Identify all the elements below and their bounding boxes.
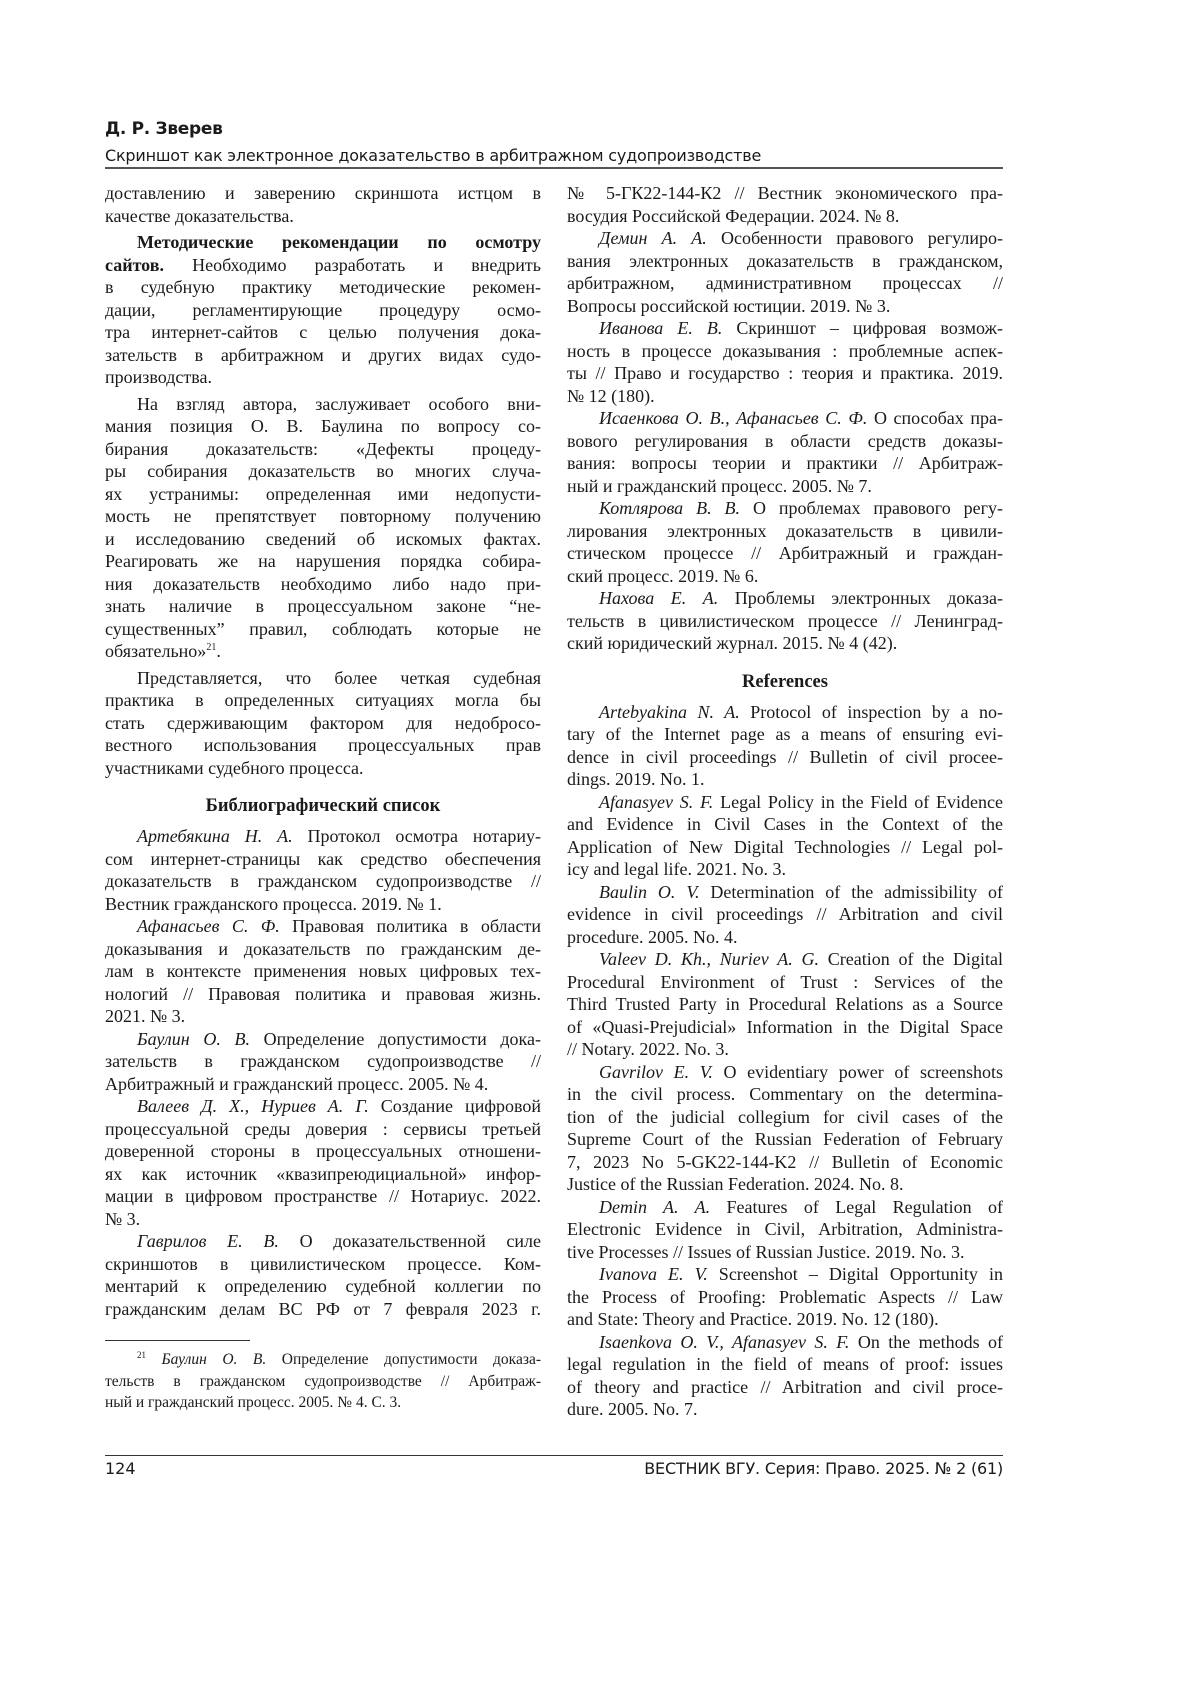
author-names: Isaenkova O. V., Afanasyev S. F. <box>599 1332 849 1352</box>
text-line: ный и гражданский процесс. 2005. № 7. <box>567 475 1003 498</box>
text-line: восудия Российской Федерации. 2024. № 8. <box>567 205 1003 228</box>
text-line: вания: вопросы теории и практики // Арбитраж- <box>567 452 1003 475</box>
journal-citation: ВЕСТНИК ВГУ. Серия: Право. 2025. № 2 (61) <box>644 1459 1003 1478</box>
text-line: мации в цифровом пространстве // Нотариус. 2022. <box>105 1185 541 1208</box>
footnote-divider <box>105 1340 250 1341</box>
text-line: № 12 (180). <box>567 385 1003 408</box>
author-names: Баулин О. В. <box>137 1029 250 1049</box>
text-line: дации, регламентирующие процедуру осмо- <box>105 299 541 322</box>
line-text: O evidentiary power of screenshots <box>713 1062 1003 1082</box>
text-line <box>105 825 541 848</box>
text-line: лирования электронных доказательств в цивили- <box>567 520 1003 543</box>
text-line: Procedural Environment of Trust : Services of the <box>567 971 1003 994</box>
body-text <box>105 182 541 779</box>
footnote-marker: 21 <box>137 1350 146 1360</box>
reference-entry <box>567 1331 1003 1421</box>
text-line: dence in civil proceedings // Bulletin of civil procee- <box>567 746 1003 769</box>
reference-entry <box>105 1349 541 1414</box>
text-line: зательств в арбитражном и других видах судо- <box>105 344 541 367</box>
author-names: Артебякина Н. А. <box>137 826 293 846</box>
paragraph <box>105 393 541 663</box>
author-names: Valeev D. Kh., Nuriev A. G. <box>599 949 819 969</box>
text-line: участниками судебного процесса. <box>105 757 541 780</box>
text-line: доверенной стороны в процессуальных отношени- <box>105 1140 541 1163</box>
footer-divider <box>105 1455 1003 1456</box>
text-line: доказывания и доказательств по гражданским де- <box>105 938 541 961</box>
text-line: and State: Theory and Practice. 2019. No. 12 (180). <box>567 1308 1003 1331</box>
text-line: procedure. 2005. No. 4. <box>567 926 1003 949</box>
text-line: знать наличие в процессуальном законе “не- <box>105 595 541 618</box>
text-line: Application of New Digital Technologies // Legal pol- <box>567 836 1003 859</box>
text-line: of theory and practice // Arbitration and civil proce- <box>567 1376 1003 1399</box>
line-text: Определение допустимости доказа- <box>266 1351 541 1368</box>
bibliography-heading: Библиографический список <box>105 795 541 817</box>
line-text: Особенности правового регулиро- <box>707 228 1003 248</box>
text-line: производства. <box>105 366 541 389</box>
line-text: On the methods of <box>849 1332 1003 1352</box>
line-text: О способах пра- <box>867 408 1003 428</box>
line-text: О проблемах правового регу- <box>740 498 1003 518</box>
text-line: of «Quasi-Prejudicial» Information in the Digital Space <box>567 1016 1003 1039</box>
reference-entry <box>105 1028 541 1096</box>
text-line: icy and legal life. 2021. No. 3. <box>567 858 1003 881</box>
text-line <box>567 1263 1003 1286</box>
text-line: // Notary. 2022. No. 3. <box>567 1038 1003 1061</box>
author-names: Иванова Е. В. <box>599 318 722 338</box>
author-names: Гаврилов Е. В. <box>137 1231 279 1251</box>
reference-entry <box>567 317 1003 407</box>
references-heading: References <box>567 671 1003 693</box>
text-line <box>567 791 1003 814</box>
author-names: Афанасьев С. Ф. <box>137 916 280 936</box>
text-line: бирания доказательств: «Дефекты процеду- <box>105 438 541 461</box>
running-header-title: Скриншот как электронное доказательство в арбитражном судопроизводстве <box>105 146 761 165</box>
bibliography-list-continued <box>567 182 1003 655</box>
text-line: ния доказательств необходимо либо надо при- <box>105 573 541 596</box>
reference-entry <box>105 915 541 1028</box>
author-names: Baulin O. V. <box>599 882 700 902</box>
line-text: Screenshot – Digital Opportunity in <box>708 1264 1003 1284</box>
text-line: На взгляд автора, заслуживает особого вни- <box>105 393 541 416</box>
text-line <box>105 1095 541 1118</box>
text-line: доказательств в гражданском судопроизводстве // <box>105 870 541 893</box>
text-line: Реагировать же на нарушения порядка собира- <box>105 550 541 573</box>
text-line: существенных” правил, соблюдать которые не <box>105 618 541 641</box>
text-line: in the civil process. Commentary on the determina- <box>567 1083 1003 1106</box>
reference-entry <box>567 948 1003 1061</box>
footnote <box>105 1349 541 1414</box>
paragraph <box>105 667 541 780</box>
text-line: мания позиция О. В. Баулина по вопросу со- <box>105 415 541 438</box>
bibliography-list <box>105 825 541 1320</box>
text-line: dings. 2019. No. 1. <box>567 768 1003 791</box>
text-line: Арбитражный и гражданский процесс. 2005. № 4. <box>105 1073 541 1096</box>
text-line <box>567 881 1003 904</box>
text-line: ях устранимы: определенная ими недопусти- <box>105 483 541 506</box>
line-text: Проблемы электронных доказа- <box>718 588 1003 608</box>
text-line: стать сдерживающим фактором для недобросо- <box>105 712 541 735</box>
text-line: и исследованию сведений об искомых фактах. <box>105 528 541 551</box>
text-line: процессуальной среды доверия : сервисы третьей <box>105 1118 541 1141</box>
line-text: Определение допустимости дока- <box>250 1029 541 1049</box>
text-line: ный и гражданский процесс. 2005. № 4. С. 3. <box>105 1392 541 1414</box>
bold-lead: Методические рекомендации по осмотру <box>137 232 541 252</box>
line-text: Determination of the admissibility of <box>700 882 1004 902</box>
text-line: tion of the judicial collegium for civil cases of the <box>567 1106 1003 1129</box>
text-line: Вестник гражданского процесса. 2019. № 1. <box>105 893 541 916</box>
text-line <box>567 497 1003 520</box>
reference-entry <box>567 791 1003 881</box>
text-line <box>567 948 1003 971</box>
author-names: Artebyakina N. A. <box>599 702 740 722</box>
text-line: ский юридический журнал. 2015. № 4 (42). <box>567 632 1003 655</box>
text-line: ях как источник «квазипреюдициальной» инфор- <box>105 1163 541 1186</box>
text-line: гражданским делам ВС РФ от 7 февраля 2023 г. <box>105 1298 541 1321</box>
text-line: в судебную практику методические рекомен- <box>105 276 541 299</box>
text-line: legal regulation in the field of means of proof: issues <box>567 1353 1003 1376</box>
author-names: Валеев Д. Х., Нуриев А. Г. <box>137 1096 369 1116</box>
author-names: Afanasyev S. F. <box>599 792 713 812</box>
text-line: Supreme Court of the Russian Federation of February <box>567 1128 1003 1151</box>
reference-entry <box>105 1230 541 1320</box>
text-line <box>105 1230 541 1253</box>
text-line: 7, 2023 No 5-GK22-144-K2 // Bulletin of Economic <box>567 1151 1003 1174</box>
text-line: арбитражном, административном процессах // <box>567 272 1003 295</box>
line-text: О доказательственной силе <box>279 1231 541 1251</box>
paragraph <box>105 231 541 389</box>
text-line: ты // Право и государство : теория и практика. 2019. <box>567 362 1003 385</box>
text-line: вания электронных доказательств в гражданском, <box>567 250 1003 273</box>
text-line: стическом процессе // Арбитражный и граждан- <box>567 542 1003 565</box>
author-names: Нахова Е. А. <box>599 588 718 608</box>
paragraph <box>105 182 541 227</box>
reference-entry <box>567 1061 1003 1196</box>
text-line: № 3. <box>105 1208 541 1231</box>
left-column <box>105 182 541 1414</box>
text-line: тельств в цивилистическом процессе // Ленинград- <box>567 610 1003 633</box>
line-text: Creation of the Digital <box>819 949 1003 969</box>
footnote-ref: 21 <box>206 642 216 653</box>
text-line <box>567 701 1003 724</box>
author-names: Котлярова В. В. <box>599 498 740 518</box>
reference-entry <box>567 227 1003 317</box>
text-line: ры собирания доказательств во многих случа- <box>105 460 541 483</box>
text-line: сом интернет-страницы как средство обеспечения <box>105 848 541 871</box>
references-list <box>567 701 1003 1421</box>
line-text: Создание цифровой <box>369 1096 541 1116</box>
text-line: скриншотов в цивилистическом процессе. Ком- <box>105 1253 541 1276</box>
right-column <box>567 182 1003 1421</box>
author-names: Демин А. А. <box>599 228 707 248</box>
text-line <box>105 231 541 254</box>
text-line: 2021. № 3. <box>105 1005 541 1028</box>
line-text: Protocol of inspection by a no- <box>740 702 1003 722</box>
reference-entry <box>567 881 1003 949</box>
page-number: 124 <box>105 1459 136 1478</box>
reference-entry <box>567 497 1003 587</box>
bold-lead: сайтов. <box>105 255 164 275</box>
text-line: the Process of Proofing: Problematic Aspects // Law <box>567 1286 1003 1309</box>
header-divider <box>105 167 1003 169</box>
text-line: evidence in civil proceedings // Arbitration and civil <box>567 903 1003 926</box>
text-line: Вопросы российской юстиции. 2019. № 3. <box>567 295 1003 318</box>
author-names: Demin A. A. <box>599 1197 710 1217</box>
author-names: Исаенкова О. В., Афанасьев С. Ф. <box>599 408 867 428</box>
text-line: тельств в гражданском судопроизводстве // Арбитраж- <box>105 1371 541 1393</box>
reference-entry <box>105 1095 541 1230</box>
line-text: . <box>216 641 221 661</box>
text-line <box>567 1331 1003 1354</box>
text-line: ский процесс. 2019. № 6. <box>567 565 1003 588</box>
reference-entry <box>567 701 1003 791</box>
text-line: зательств в гражданском судопроизводстве // <box>105 1050 541 1073</box>
text-line <box>567 1061 1003 1084</box>
text-line: тра интернет-сайтов с целью получения дока- <box>105 321 541 344</box>
line-text: обязательно» <box>105 641 206 661</box>
text-line: tary of the Internet page as a means of ensuring evi- <box>567 723 1003 746</box>
author-names: Баулин О. В. <box>146 1351 266 1368</box>
running-header-author: Д. Р. Зверев <box>105 119 223 139</box>
line-text: Features of Legal Regulation of <box>710 1197 1003 1217</box>
text-line: and Evidence in Civil Cases in the Context of the <box>567 813 1003 836</box>
text-line: tive Processes // Issues of Russian Justice. 2019. No. 3. <box>567 1241 1003 1264</box>
text-line: вового регулирования в области средств доказы- <box>567 430 1003 453</box>
reference-entry <box>567 1196 1003 1264</box>
text-line <box>105 915 541 938</box>
text-line: № 5-ГК22-144-К2 // Вестник экономического пра- <box>567 182 1003 205</box>
text-line: ность в процессе доказывания : проблемные аспек- <box>567 340 1003 363</box>
line-text: Скриншот – цифровая возмож- <box>722 318 1003 338</box>
text-line: качестве доказательства. <box>105 205 541 228</box>
line-text: Правовая политика в области <box>280 916 541 936</box>
text-line <box>567 407 1003 430</box>
text-line <box>105 1349 541 1371</box>
text-line: лам в контексте применения новых цифровых тех- <box>105 960 541 983</box>
author-names: Ivanova E. V. <box>599 1264 708 1284</box>
reference-entry <box>105 825 541 915</box>
text-line: нологий // Правовая политика и правовая жизнь. <box>105 983 541 1006</box>
text-line: ментарий к определению судебной коллегии по <box>105 1275 541 1298</box>
reference-entry <box>567 1263 1003 1331</box>
text-line: dure. 2005. No. 7. <box>567 1398 1003 1421</box>
line-text: Необходимо разработать и внедрить <box>164 255 541 275</box>
text-line: вестного использования процессуальных прав <box>105 734 541 757</box>
text-line <box>567 317 1003 340</box>
line-text: Протокол осмотра нотариу- <box>293 826 541 846</box>
text-line: доставлению и заверению скриншота истцом в <box>105 182 541 205</box>
reference-entry <box>567 182 1003 227</box>
text-line <box>105 640 541 663</box>
text-line <box>567 1196 1003 1219</box>
text-line <box>567 587 1003 610</box>
reference-entry <box>567 407 1003 497</box>
text-line: Third Trusted Party in Procedural Relations as a Source <box>567 993 1003 1016</box>
reference-entry <box>567 587 1003 655</box>
text-line: практика в определенных ситуациях могла бы <box>105 689 541 712</box>
text-line <box>105 254 541 277</box>
line-text: Legal Policy in the Field of Evidence <box>713 792 1003 812</box>
text-line: Electronic Evidence in Civil, Arbitration, Administra- <box>567 1218 1003 1241</box>
text-line: Justice of the Russian Federation. 2024. No. 8. <box>567 1173 1003 1196</box>
text-line: Представляется, что более четкая судебная <box>105 667 541 690</box>
text-line <box>105 1028 541 1051</box>
author-names: Gavrilov E. V. <box>599 1062 713 1082</box>
text-line <box>567 227 1003 250</box>
text-line: мость не препятствует повторному получению <box>105 505 541 528</box>
